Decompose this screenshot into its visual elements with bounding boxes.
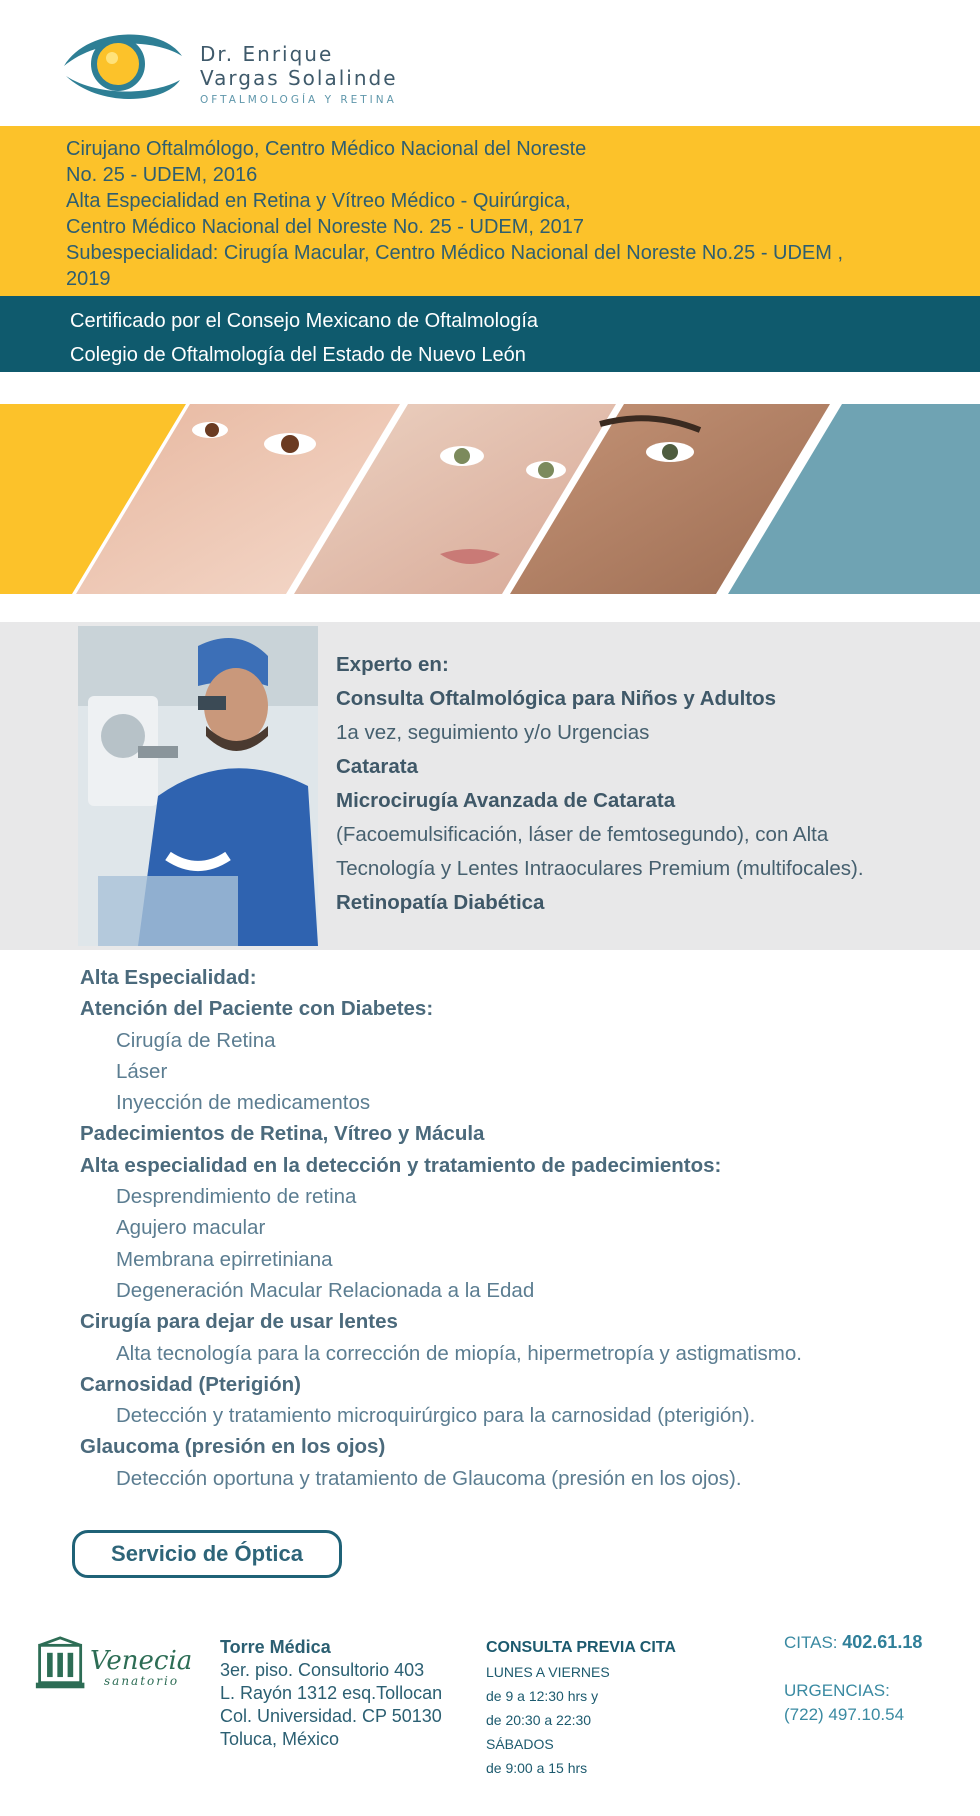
specialty-item: Membrana epirretiniana [116,1247,333,1271]
certification-band [0,296,980,372]
hours-line: SÁBADOS [486,1736,554,1752]
expert-item: Consulta Oftalmológica para Niños y Adultos [336,687,777,710]
expert-detail: Tecnología y Lentes Intraoculares Premium (multifocales). [336,857,864,880]
specialty-item: Inyección de medicamentos [116,1091,371,1115]
credential-line: Centro Médico Nacional del Noreste No. 25 - UDEM, 2017 [66,216,585,238]
specialties-list [80,962,970,1494]
specialty-item: Láser [116,1059,168,1083]
contact-spacer [784,1655,922,1679]
expert-item: Catarata [336,755,419,778]
expert-item: Retinopatía Diabética [336,891,545,914]
eye-logo-icon [60,22,185,108]
citas-label: CITAS: [784,1633,838,1652]
specialty-item: Detección oportuna y tratamiento de Glaucoma (presión en los ojos). [116,1466,742,1490]
hours-line: de 20:30 a 22:30 [486,1712,592,1728]
certification-line: Certificado por el Consejo Mexicano de Oftalmología [70,310,539,332]
venecia-logo-icon [34,1634,90,1694]
logo-text [200,42,398,106]
credential-line: 2019 [66,268,111,290]
address-block [220,1636,442,1751]
credential-line: Subespecialidad: Cirugía Macular, Centro Médico Nacional del Noreste No.25 - UDEM , [66,242,844,264]
certification-line: Colegio de Oftalmología del Estado de Nuevo León [70,344,526,366]
expert-detail: 1a vez, seguimiento y/o Urgencias [336,721,650,744]
doctor-tagline: OFTALMOLOGÍA Y RETINA [200,94,397,106]
specialty-heading: Alta especialidad en la detección y tratamiento de padecimientos: [80,1153,722,1177]
citas-number[interactable]: 402.61.18 [842,1632,923,1652]
address-line: 3er. piso. Consultorio 403 [220,1660,425,1680]
header [0,0,980,126]
urgencias-label: URGENCIAS: [784,1681,890,1700]
address-line: Col. Universidad. CP 50130 [220,1706,442,1726]
optical-service-button[interactable]: Servicio de Óptica [72,1530,342,1578]
hours-line: de 9:00 a 15 hrs [486,1760,588,1776]
expert-section [0,622,980,950]
specialty-item: Alta tecnología para la corrección de miopía, hipermetropía y astigmatismo. [116,1341,802,1365]
citas-row [784,1630,922,1655]
specialty-heading: Padecimientos de Retina, Vítreo y Mácula [80,1122,485,1146]
credentials-band [0,126,980,296]
expert-item: Microcirugía Avanzada de Catarata [336,789,676,812]
specialty-item: Agujero macular [116,1216,266,1240]
specialty-heading: Atención del Paciente con Diabetes: [80,997,434,1021]
venecia-logo-sub: sanatorio [104,1674,180,1688]
hours-line: LUNES A VIERNES [486,1664,610,1680]
specialty-item: Desprendimiento de retina [116,1185,357,1209]
specialty-heading: Cirugía para dejar de usar lentes [80,1310,398,1334]
address-line: Toluca, México [220,1729,340,1749]
address-line: L. Rayón 1312 esq.Tollocan [220,1683,443,1703]
contact-block [784,1630,922,1727]
surgeon-photo [78,626,318,946]
specialty-item: Degeneración Macular Relacionada a la Edad [116,1278,535,1302]
specialty-heading: Carnosidad (Pterigión) [80,1372,301,1396]
hours-block [486,1636,676,1780]
hours-line: de 9 a 12:30 hrs y [486,1688,599,1704]
doctor-name-line1: Dr. Enrique [200,42,334,66]
expert-heading: Experto en: [336,653,449,676]
expert-list [336,648,966,920]
specialty-heading: Alta Especialidad: [80,966,257,989]
hours-title: CONSULTA PREVIA CITA [486,1639,676,1656]
venecia-logo-word: Venecia [90,1646,193,1676]
credential-line: Cirujano Oftalmólogo, Centro Médico Nacional del Noreste [66,138,587,160]
credential-line: No. 25 - UDEM, 2016 [66,164,258,186]
doctor-name-line2: Vargas Solalinde [200,66,398,90]
specialty-item: Cirugía de Retina [116,1028,276,1052]
specialty-item: Detección y tratamiento microquirúrgico para la carnosidad (pterigión). [116,1404,756,1428]
faces-photo-strip [0,404,980,594]
expert-detail: (Facoemulsificación, láser de femtosegundo), con Alta [336,823,829,846]
address-line: Torre Médica [220,1637,331,1657]
urgencias-number[interactable]: (722) 497.10.54 [784,1705,905,1724]
credential-line: Alta Especialidad en Retina y Vítreo Médico - Quirúrgica, [66,190,571,212]
specialty-heading: Glaucoma (presión en los ojos) [80,1435,386,1459]
